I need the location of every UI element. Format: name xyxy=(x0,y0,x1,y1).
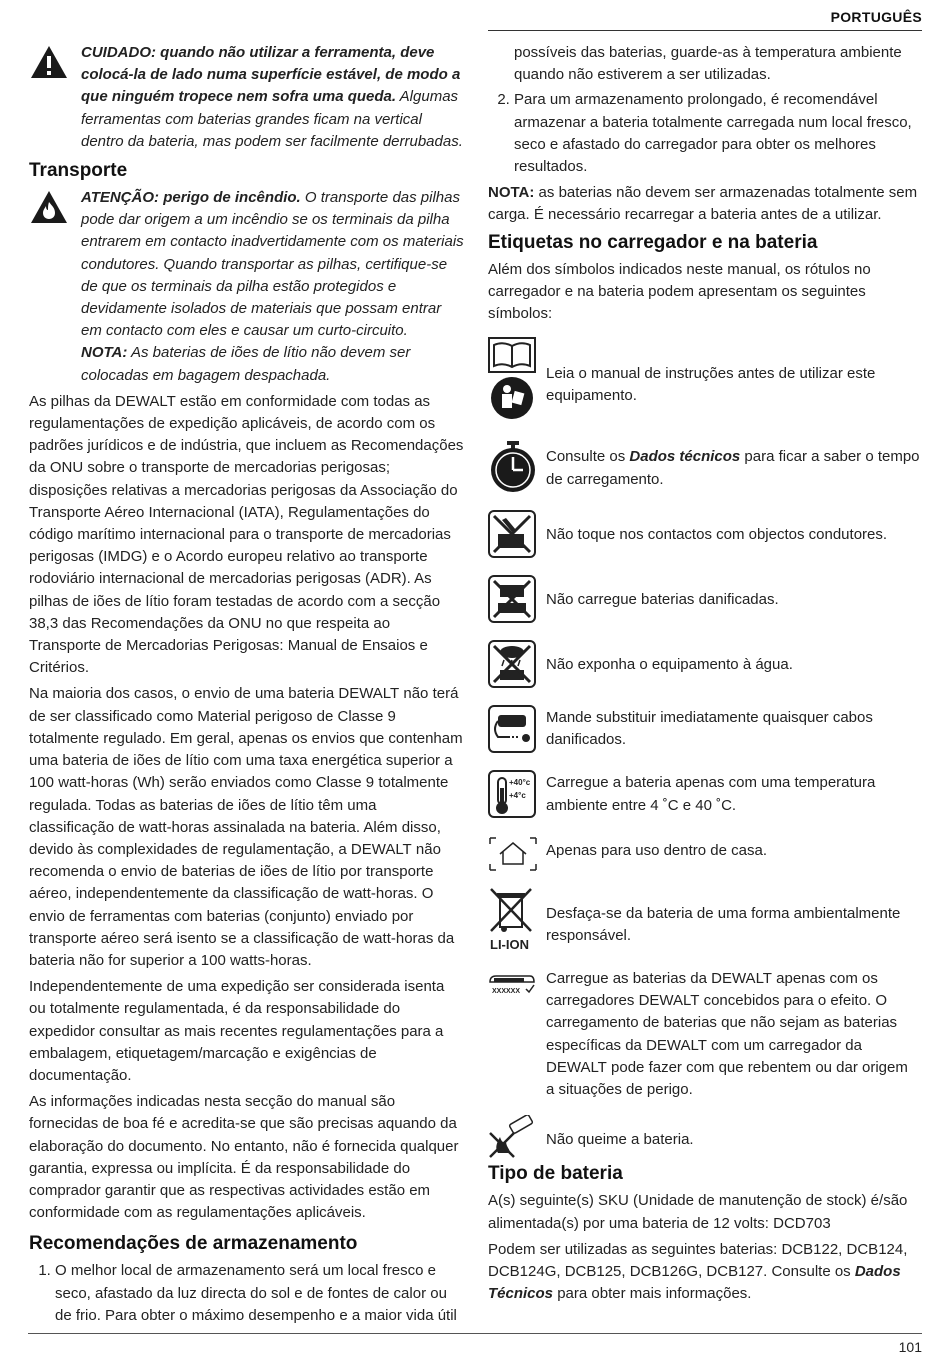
battery-type-paragraph-2: Podem ser utilizadas as seguintes baterias: DCB122, DCB124, DCB124G, DCB125, DCB126G, DCB127. Consulte os Dados Técnicos para obter mais informações. xyxy=(488,1240,908,1303)
li-ion-label: LI-ION xyxy=(490,936,529,952)
symbol-temperature-range-text: Carregue a bateria apenas com uma temperatura ambiente entre 4 ˚C e 40 ˚C. xyxy=(546,774,876,814)
thermometer-icon xyxy=(488,770,538,820)
charger-check-icon xyxy=(488,968,538,998)
temp-low-label: +4°c xyxy=(509,791,526,801)
fire-warning-text: O transporte das pilhas pode dar origem a um incêndio se os terminais da pilha entrarem em contacto inadvertidamente com os materiais condutores. Quando transportar as pilhas, certifique-se de que os terminais da pilha estão protegidos e devidamente isolados de materiais que possam entrar em contacto com eles e causar um curto-circuito. xyxy=(81,189,464,340)
symbol-indoor-use xyxy=(488,836,920,879)
storage-item-1: 1. O melhor local de armazenamento será um local fresco e seco, afastado da luz directa do sol e de fontes de calor ou de frio. Para obter o máximo desempenho e a maior vida útil xyxy=(55,1260,465,1327)
transport-paragraph-3: Independentemente de uma expedição ser considerada isenta ou totalmente regulamentada, é da responsabilidade do expedidor consultar as mais recentes regulamentações para a embalagem, etiquetagem/marcação e exigências de documentação. xyxy=(29,978,445,1084)
fire-warning-bold: ATENÇÃO: perigo de incêndio. xyxy=(81,189,301,207)
symbol-recycle xyxy=(488,887,920,960)
storage-item-1-continued: possíveis das baterias, guarde-as à temperatura ambiente quando não estiverem a ser utilizadas. xyxy=(514,44,902,84)
symbol-no-damaged-batteries-text: Não carregue baterias danificadas. xyxy=(546,590,779,608)
battery-type-paragraph-1: A(s) seguinte(s) SKU (Unidade de manutenção de stock) é/são alimentada(s) por uma bateria de 12 volts: DCD703 xyxy=(488,1192,908,1232)
no-conductive-objects-icon xyxy=(488,510,538,560)
symbol-dewalt-chargers-text: Carregue as baterias da DEWALT apenas com os carregadores DEWALT concebidos para o efeito. O carregamento de baterias que não sejam as baterias específicas da DEWALT com um carregador da DEWALT pode fazer com que rebentem ou dar origem a situações de perigo. xyxy=(546,970,908,1099)
symbol-damaged-cables-text: Mande substituir imediatamente quaisquer cabos danificados. xyxy=(546,709,873,749)
battery-type-heading: Tipo de bateria xyxy=(488,1163,623,1185)
symbol-no-touch-contacts-text: Não toque nos contactos com objectos condutores. xyxy=(546,525,888,543)
storage-note: NOTA: as baterias não devem ser armazenadas totalmente sem carga. É necessário recarregar a bateria antes de a utilizar. xyxy=(488,184,918,224)
transport-heading: Transporte xyxy=(29,160,128,182)
caution-bold-text: CUIDADO: quando não utilizar a ferramenta, deve colocá-la de lado numa superfície estável, de modo a que ninguém tropece nem sofra uma queda. xyxy=(81,44,461,106)
symbol-temperature-range xyxy=(488,770,920,827)
symbol-charging-time xyxy=(488,440,920,501)
symbol-damaged-cables xyxy=(488,705,920,762)
stopwatch-icon xyxy=(488,440,538,494)
storage-list-continued xyxy=(488,89,920,178)
labels-heading: Etiquetas no carregador e na bateria xyxy=(488,231,818,253)
caution-block xyxy=(29,42,465,153)
header-language: PORTUGUÊS xyxy=(830,9,922,25)
symbol-no-water-text: Não exponha o equipamento à água. xyxy=(546,656,793,674)
transport-paragraph-1: As pilhas da DEWALT estão em conformidade com todas as regulamentações de expedição aplicáveis, de acordo com os padrões jurídicos e de indústria, que incluem as Recomendações da ONU sobre o transporte de mercadorias perigosas; disposições relativas a mercadorias perigosas da Associação do Transporte Aéreo Internacional (IATA), Regulamentações do código marítimo internacional para o transporte de mercadorias perigosas (IMDG) e o Acordo europeu relativo ao transporte rodoviário internacional de mercadorias perigosas (ADR). As pilhas de iões de lítio foram testadas de acordo com a secção 38,3 das Recomendações da ONU no que respeita ao Transporte de Mercadorias Perigosas: Manual de Ensaios e Critérios. xyxy=(29,392,464,677)
damaged-battery-icon xyxy=(488,575,538,625)
transport-note-label: NOTA: xyxy=(81,344,128,362)
symbol-read-manual xyxy=(488,337,920,428)
right-column xyxy=(488,42,920,1310)
symbol-recycle-text: Desfaça-se da bateria de uma forma ambientalmente responsável. xyxy=(546,904,901,945)
symbol-indoor-use-text: Apenas para uso dentro de casa. xyxy=(546,841,767,859)
symbol-no-damaged-batteries xyxy=(488,575,920,632)
no-water-icon xyxy=(488,640,538,690)
header-rule xyxy=(488,30,922,31)
crossed-bin-icon xyxy=(488,887,538,953)
fire-warning-block xyxy=(29,187,465,387)
page-number: 101 xyxy=(898,1339,922,1355)
damaged-cable-icon xyxy=(488,705,538,755)
no-fire-icon xyxy=(488,1115,538,1159)
indoor-house-icon xyxy=(488,836,538,872)
transport-paragraph-2: Na maioria dos casos, o envio de uma bateria DEWALT não terá de ser classificado como Material perigoso de Classe 9 totalmente regulado. Em geral, apenas os envios que contenham uma bateria de iões de lítio com uma taxa energética superior a 100 watt-horas (Wh) serão enviados como Classe 9 totalmente regulada. Todas as baterias de iões de lítio têm uma classificação de watt-horas assinalada na bateria. Além disso, devido às complexidades de regulamentação, a DEWALT não recomenda o envio de baterias de iões de lítio por transporte aéreo, independentemente da classificação de watt-horas. O envio de ferramentas com baterias (conjunto) enviado por transporte aéreo será isento se a classificação de watt-horas da bateria não for superior a 100 watts-horas. xyxy=(29,685,463,969)
warning-triangle-icon xyxy=(29,42,81,153)
symbol-no-burn-text: Não queime a bateria. xyxy=(546,1131,694,1149)
transport-note-text: As baterias de iões de lítio não devem ser colocadas em bagagem despachada. xyxy=(81,344,411,384)
labels-intro: Além dos símbolos indicados neste manual, os rótulos no carregador e na bateria podem apresentam os seguintes símbolos: xyxy=(488,260,871,323)
read-manual-icon xyxy=(488,337,538,421)
transport-paragraph-4: As informações indicadas nesta secção do manual são fornecidas de boa fé e acredita-se que são precisas aquando da elaboração do documento. No entanto, não é fornecida qualquer garantia, expressa ou implícita. É da responsabilidade do comprador garantir que as respectivas actividades estão em conformidade com as regulamentações aplicáveis. xyxy=(29,1093,459,1222)
symbol-read-manual-text: Leia o manual de instruções antes de utilizar este equipamento. xyxy=(546,365,876,405)
left-column xyxy=(29,42,465,1331)
footer-rule xyxy=(28,1333,922,1334)
symbol-no-touch-contacts xyxy=(488,510,920,567)
symbol-dewalt-chargers-only xyxy=(488,968,920,1101)
fire-hazard-icon xyxy=(29,187,81,387)
storage-list xyxy=(29,1260,465,1327)
caution-text: Algumas ferramentas com baterias grandes ficam na vertical dentro da bateria, mas podem ser facilmente derrubadas. xyxy=(81,88,463,150)
model-placeholder-label: XXXXXX xyxy=(492,988,521,996)
symbol-charging-time-text: Consulte os Dados técnicos para ficar a saber o tempo de carregamento. xyxy=(546,448,920,488)
symbol-no-burn xyxy=(488,1115,920,1166)
temp-high-label: +40°c xyxy=(509,778,531,788)
storage-heading: Recomendações de armazenamento xyxy=(29,1233,358,1255)
storage-item-2: 2. Para um armazenamento prolongado, é recomendável armazenar a bateria totalmente carregada num local fresco, seco e afastado do carregador para obter os melhores resultados. xyxy=(514,89,920,178)
symbol-no-water xyxy=(488,640,920,697)
